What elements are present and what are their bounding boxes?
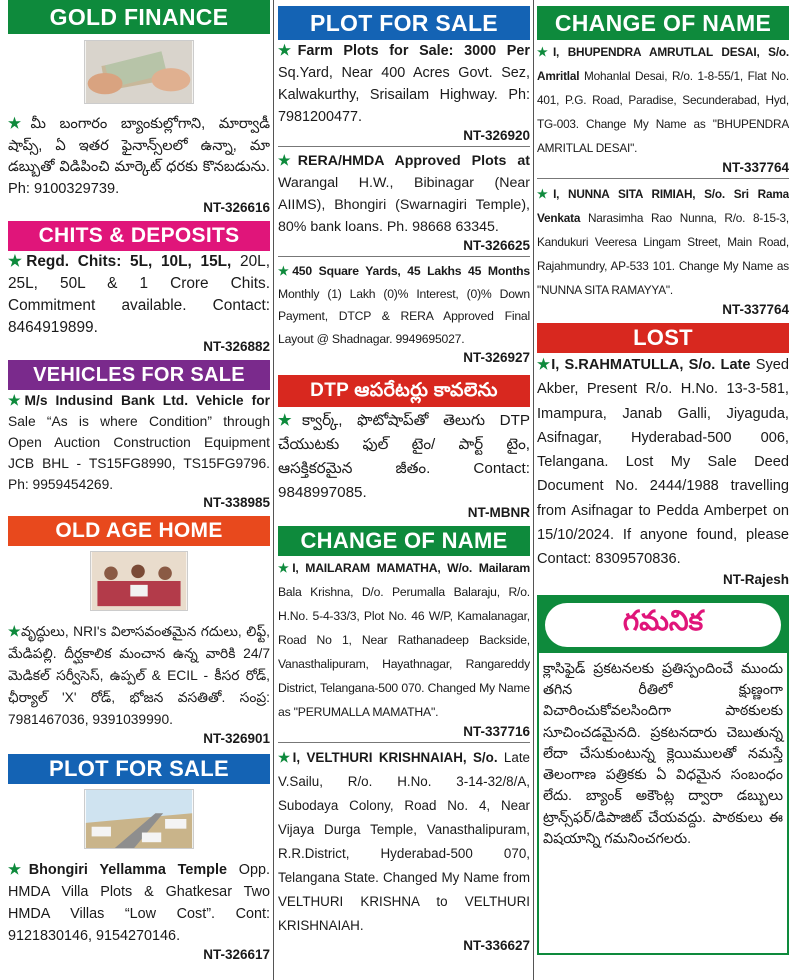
ad-code: NT-337716 xyxy=(463,724,530,739)
section-header-change-of-name: CHANGE OF NAME xyxy=(537,6,789,40)
star-icon: ★ xyxy=(8,862,29,878)
ad-code: NT-326920 xyxy=(463,128,530,143)
notice-box xyxy=(537,595,789,955)
star-icon: ★ xyxy=(278,43,298,59)
ad-code: NT-336627 xyxy=(463,938,530,953)
ad-text: Late V.Sailu, R/o. H.No. 3-14-32/8/A, Subodaya Colony, Road No. 4, Near Vijaya Durga Temple, Vanasthalipuram, R.R.District, Hyderabad-500 070, Telangana State. Changed My Name from VELTHURI KRISHNA to VELTHURI KRISHNAIAH. xyxy=(278,750,530,933)
ad-lead: Farm Plots for Sale: 3000 Per xyxy=(297,43,530,59)
notice-text: క్లాసిఫైడ్ ప్రకటనలకు ప్రతిస్పందించే ముందు తగిన రీతిలో క్షుణ్ణంగా విచారించుకోవలసిందిగా పాఠకులకు సూచించడమైనది. ప్రకటనదారు చెబుతున్న లేదా చేసుకుంటున్న క్లెయిములతో నమస్తే తెలంగాణ పత్రికకు ఏ విధమైన సంబంధం లేదు. బ్యాంక్ అకౌంట్ల ద్వారా డబ్బులు ట్రాన్స్‌ఫర్/డిపాజిట్ చేయవద్దు. పాఠకులు ఈ విషయాన్ని గమనించగలరు. xyxy=(543,660,783,848)
ad-code: NT-MBNR xyxy=(467,505,530,520)
notice-title: గమనిక xyxy=(545,603,781,647)
ad-section-change-of-name xyxy=(537,6,789,317)
star-icon: ★ xyxy=(278,412,302,429)
divider xyxy=(278,146,530,147)
ad-code: NT-338985 xyxy=(203,495,270,510)
ad-lead: RERA/HMDA Approved Plots at xyxy=(297,153,530,169)
ad-text: Syed Akber, Present R/o. H.No. 13-3-581, Imampura, Janab Galli, Jiyaguda, Asifnagar, Hyderabad-500 006, Telangana. Lost My Sale Deed Document No. 2444/1988 travelling from Asifnagar to Pedda Amberpet on 15/10/2024. If anyone found, please Contact: 8309570836. xyxy=(537,357,789,568)
ad-code: NT-326617 xyxy=(203,947,270,962)
section-header-vehicles-for-sale: VEHICLES FOR SALE xyxy=(8,360,270,390)
notice-header xyxy=(539,597,787,653)
elderly-people-image xyxy=(90,551,188,611)
star-icon: ★ xyxy=(537,45,553,59)
ad-text: Bala Krishna, D/o. Perumalla Balaraju, R/o. H.No. 5-4-33/3, Plot No. 46 W/P, Kamalanagar, Road No 1, Near Rathanadeep Backside, Vanasthalipuram, Hayathnagar, Rangareddy District, Telangana-500 070. Changed My Name as "PERUMALLA MAMATHA". xyxy=(278,585,530,719)
star-icon: ★ xyxy=(537,357,552,373)
ad-lead: 450 Square Yards, 45 Lakhs 45 Months xyxy=(292,264,530,278)
section-header-gold-finance: GOLD FINANCE xyxy=(8,0,270,34)
ad-text: Warangal H.W., Bibinagar (Near AIIMS), Bhongiri (Swarnagiri Temple), 80% bank loans. Ph. 98668 63345. xyxy=(278,175,530,235)
ad-text: వృద్ధులు, NRI's విలాసవంతమైన గదులు, లిఫ్ట్, మేడిపల్లి. దీర్ఘకాలిక మంచాన ఉన్న వారికి 24/7 మెడికల్ సర్వీసెస్, ఉప్పల్ & ECIL - కీసర రోడ్, ఛీర్యాల్ 'X' రోడ్, భోజన వసతితో. సంప్ర: 7981467036, 9391039990. xyxy=(8,624,270,727)
divider xyxy=(278,742,530,743)
ad-text: Sq.Yard, Near 400 Acres Govt. Sez, Kalwakurthy, Srisailam Highway. Ph: 7981200477. xyxy=(278,65,530,125)
star-icon: ★ xyxy=(278,264,293,278)
ad-lead: Bhongiri Yellamma Temple xyxy=(28,862,227,878)
star-icon: ★ xyxy=(278,153,298,169)
section-header-plot-for-sale: PLOT FOR SALE xyxy=(8,754,270,784)
ad-plot-for-sale-bhongiri xyxy=(8,754,270,962)
ad-text: Sale “As is where Condition” through Open Auction Construction Equipment JCB BHL - TS15FG8990, TS15FG9796. Ph: 9959454269. xyxy=(8,414,270,492)
ad-lead: I, MAILARAM MAMATHA, W/o. Mailaram xyxy=(292,561,530,575)
divider xyxy=(537,178,789,179)
divider xyxy=(278,256,530,257)
ad-old-age-home xyxy=(8,516,270,746)
column-1 xyxy=(8,0,270,980)
ad-text: Mohanlal Desai, R/o. 1-8-55/1, Flat No. 401, P.G. Road, Paradise, Secunderabad, Hyd, TG-003. Change My Name as "BHUPENDRA AMRITLAL DESAI". xyxy=(537,69,789,155)
ad-code: NT-337764 xyxy=(722,302,789,317)
star-icon: ★ xyxy=(8,116,31,132)
ad-section-plot-for-sale xyxy=(278,6,530,365)
ad-code: NT-326901 xyxy=(203,731,270,746)
ad-code: NT-326882 xyxy=(203,339,270,354)
ad-code: NT-326927 xyxy=(463,350,530,365)
ad-text: క్వార్క్, ఫొటోషాప్‌తో తెలుగు DTP చేయుటకు ఫుల్ టైం/ పార్ట్ టైం, ఆసక్తికరమైన జీతం. Contact: 9848997085. xyxy=(278,412,530,501)
star-icon: ★ xyxy=(278,561,293,575)
money-handover-image xyxy=(84,40,194,104)
ad-text: Monthly (1) Lakh (0)% Interest, (0)% Down Payment, DTCP & RERA Approved Final Layout @ Shadnagar. 9949695027. xyxy=(278,286,530,346)
column-2 xyxy=(278,0,530,980)
ad-gold-finance xyxy=(8,0,270,215)
star-icon: ★ xyxy=(8,393,25,408)
ad-lead: I, BHUPENDRA AMRUTLAL DESAI, S/o. Amritlal xyxy=(537,45,789,83)
ad-lead: I, S.RAHMATULLA, S/o. Late xyxy=(551,357,751,373)
ad-code: NT-326625 xyxy=(463,238,530,253)
ad-lead: Regd. Chits: 5L, 10L, 15L, xyxy=(26,253,232,270)
section-header-change-of-name: CHANGE OF NAME xyxy=(278,526,530,556)
column-3 xyxy=(537,0,789,980)
section-header-plot-for-sale: PLOT FOR SALE xyxy=(278,6,530,40)
ad-lost xyxy=(537,323,789,587)
ad-text: Narasimha Rao Nunna, R/o. 8-15-3, Kandukuri Veeresa Lingam Street, Main Road, Rajahmundry, AP-533 101. Change My Name as "NUNNA SITA RAMAYYA". xyxy=(537,211,789,297)
ad-vehicles-for-sale xyxy=(8,360,270,510)
ad-section-change-of-name xyxy=(278,526,530,953)
star-icon: ★ xyxy=(278,750,293,765)
ad-text: Opp. HMDA Villa Plots & Ghatkesar Two HMDA Villas “Low Cost”. Cont: 9121830146, 9154270146. xyxy=(8,862,270,944)
section-header-dtp-operators: DTP ఆపరేటర్లు కావలెను xyxy=(278,375,530,407)
section-header-chits-deposits: CHITS & DEPOSITS xyxy=(8,221,270,251)
section-header-old-age-home: OLD AGE HOME xyxy=(8,516,270,546)
ad-code: NT-Rajesh xyxy=(722,571,789,587)
ad-text: 20L, 25L, 50L & 1 Crore Chits. Commitment available. Contact: 8464919899. xyxy=(8,253,270,336)
plot-layout-image xyxy=(84,789,194,849)
ad-lead: I, NUNNA SITA RIMIAH, S/o. Sri Rama Venkata xyxy=(537,187,789,225)
ad-chits-deposits xyxy=(8,221,270,354)
ad-lead: I, VELTHURI KRISHNAIAH, S/o. xyxy=(292,750,498,765)
ad-dtp-operators xyxy=(278,375,530,520)
column-divider xyxy=(533,0,534,980)
ad-code: NT-326616 xyxy=(203,200,270,215)
ad-code: NT-337764 xyxy=(722,160,789,175)
column-divider xyxy=(273,0,274,980)
star-icon: ★ xyxy=(8,253,27,270)
ad-text: మీ బంగారం బ్యాంకుల్లోగాని, మార్వాడీ షాప్స్, ఏ ఇతర ఫైనాన్స్‌లలో ఉన్నా, మా డబ్బుతో విడిపించి మార్కెట్ ధరకు కొనబడును. Ph: 9100329739. xyxy=(8,116,270,197)
section-header-lost: LOST xyxy=(537,323,789,353)
ad-lead: M/s Indusind Bank Ltd. Vehicle for xyxy=(24,393,270,408)
star-icon: ★ xyxy=(537,187,554,201)
star-icon: ★ xyxy=(8,624,22,639)
